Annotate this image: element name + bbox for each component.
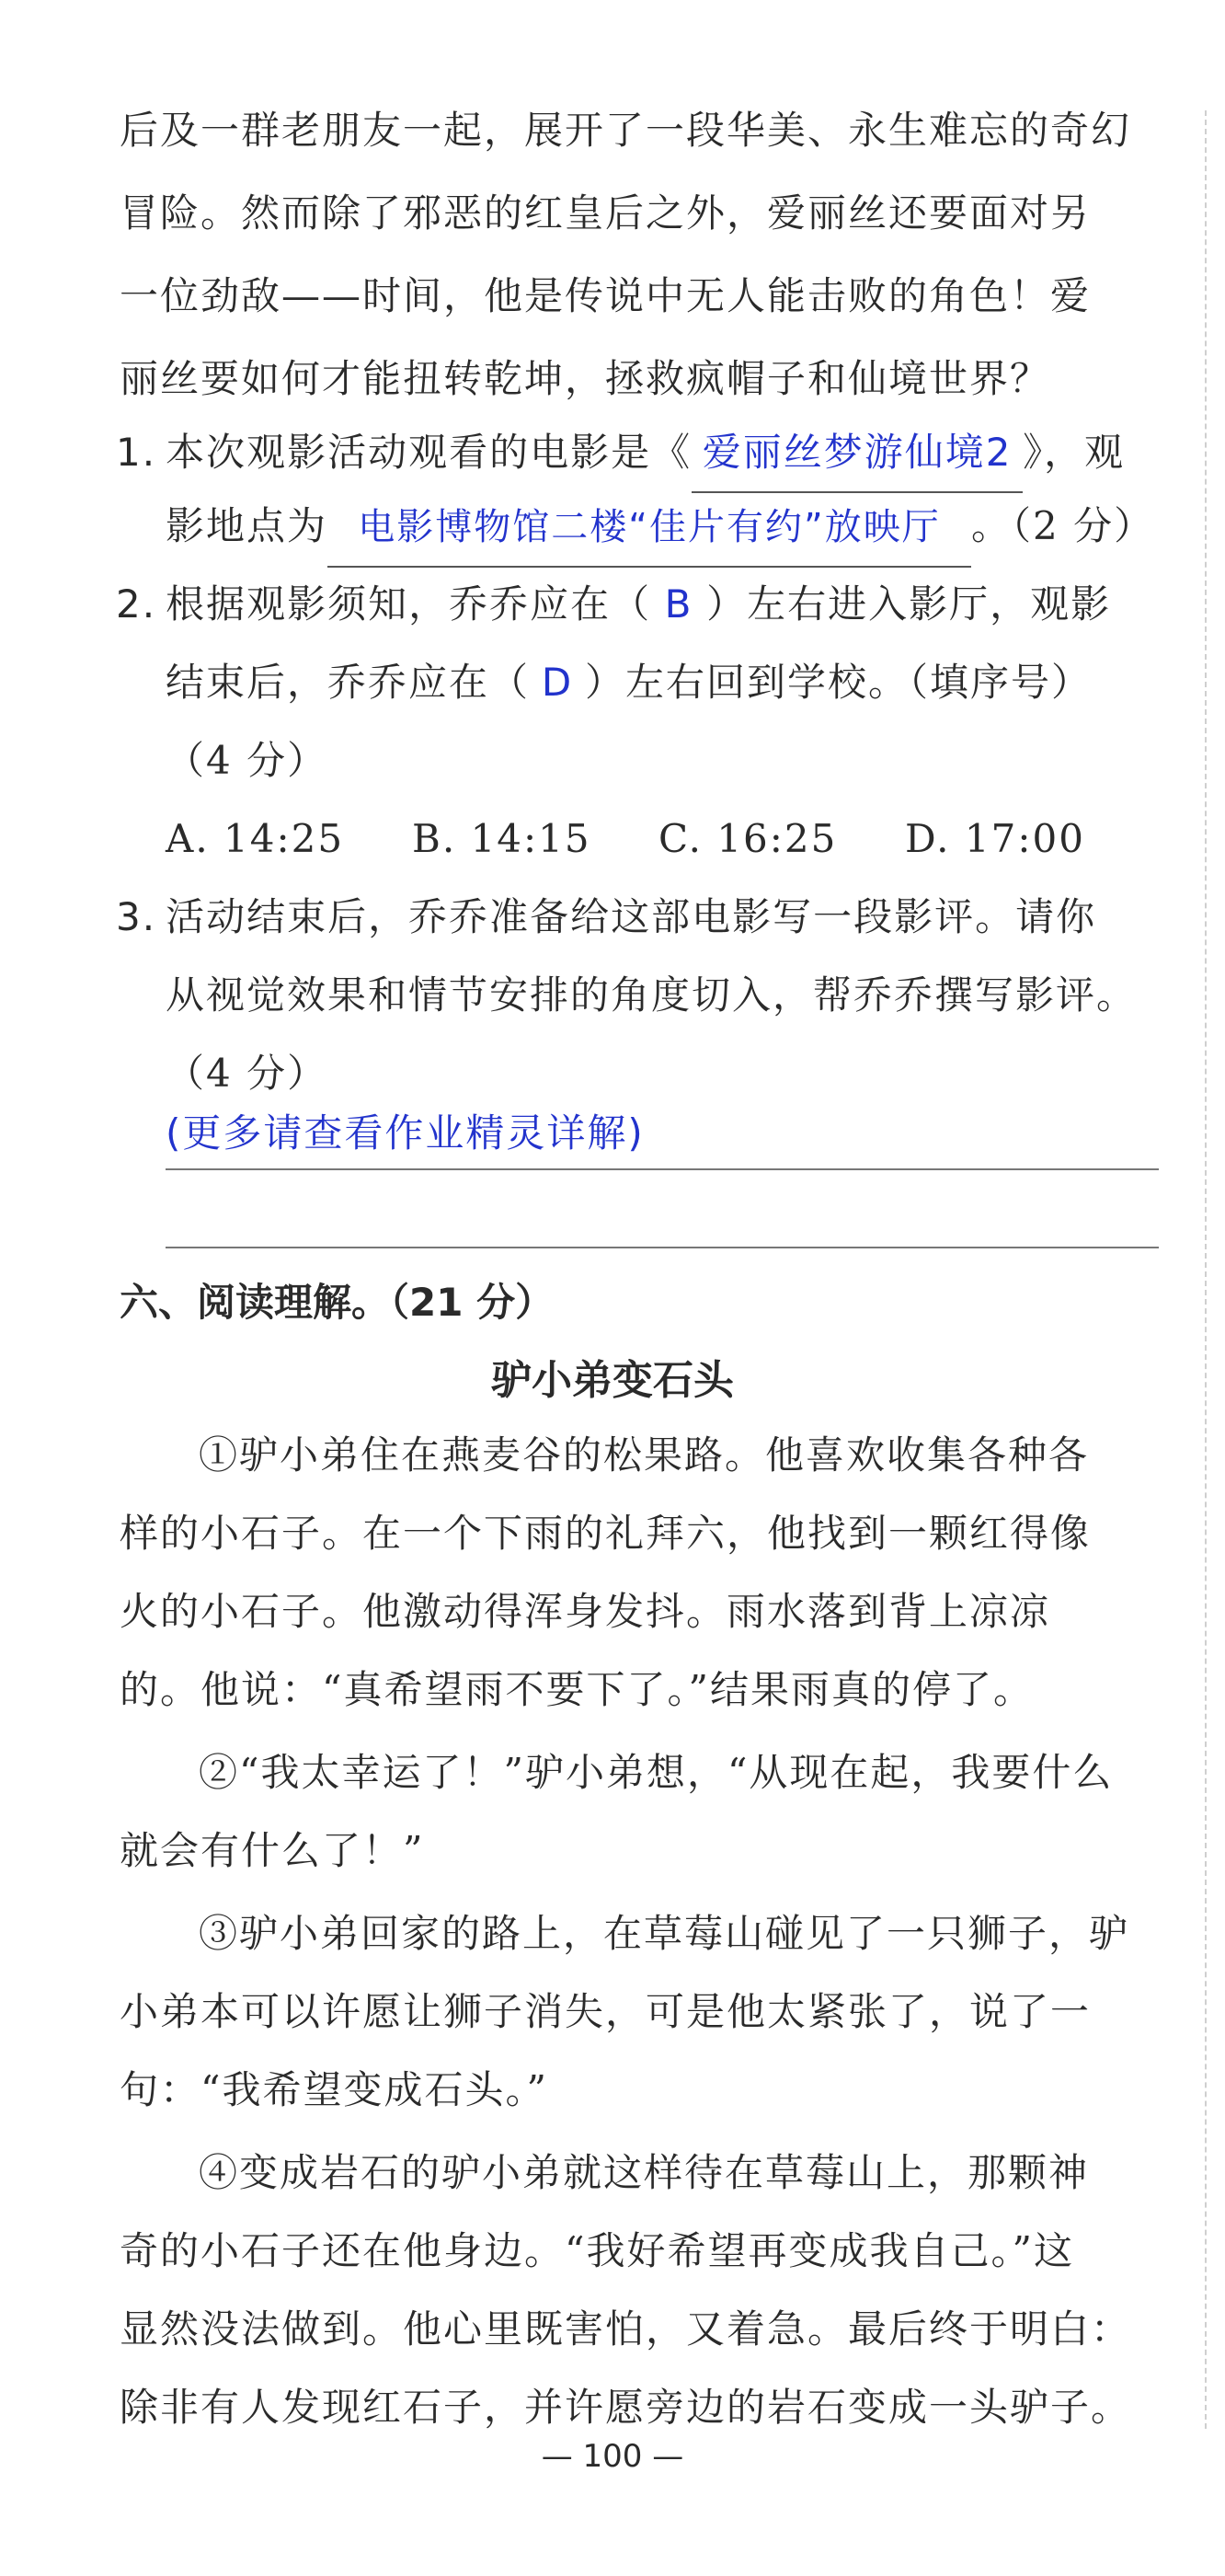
question-3-answer[interactable]: (更多请查看作业精灵详解) [166,1110,645,1156]
question-1-line-1 [116,414,1155,493]
answer-rule-2 [166,1247,1159,1248]
para-1-line-3: 火的小石子。他激动得浑身发抖。雨水落到背上凉凉 [120,1589,1051,1634]
question-2-text-b: ）左右进入影厅，观影 [706,581,1112,627]
para-4-line-4: 除非有人发现红石子，并许愿旁边的岩石变成一头驴子。 [120,2385,1132,2430]
question-2-text-c: 结束后，乔乔应在（ [166,660,531,705]
para-3-line-3: 句：“我希望变成石头。” [120,2067,548,2112]
intro-line-4: 丽丝要如何才能扭转乾坤，拯救疯帽子和仙境世界？ [120,356,1051,401]
para-2-line-1: ②“我太幸运了！”驴小弟想，“从现在起，我要什么 [199,1750,1114,1795]
question-1-answer-location[interactable]: 电影博物馆二楼“佳片有约”放映厅 [327,489,971,568]
question-3-number: 3. [116,894,157,939]
answer-rule-1 [166,1168,1159,1170]
question-2-line-1 [116,566,1155,643]
section-heading: 六、阅读理解。（21 分） [120,1280,555,1325]
para-3-line-1: ③驴小弟回家的路上，在草莓山碰见了一只狮子，驴 [199,1911,1130,1956]
question-1-text-b: 》，观 [1023,430,1126,475]
question-2-answer-return[interactable]: D [541,660,574,705]
intro-line-3: 一位劲敌——时间，他是传说中无人能击败的角色！爱 [120,273,1092,318]
question-2-text-d: ）左右回到学校。（填序号） [585,660,1093,705]
question-2-answer-entry[interactable]: B [664,581,693,627]
para-4-line-1: ④变成岩石的驴小弟就这样待在草莓山上，那颗神 [199,2150,1090,2195]
intro-line-1: 后及一群老朋友一起，展开了一段华美、永生难忘的奇幻 [120,108,1132,153]
para-3-line-2: 小弟本可以许愿让狮子消失，可是他太紧张了，说了一 [120,1989,1092,2034]
para-1-line-2: 样的小石子。在一个下雨的礼拜六，他找到一颗红得像 [120,1511,1092,1556]
question-2-options [166,800,1159,878]
para-1-line-1: ①驴小弟住在燕麦谷的松果路。他喜欢收集各种各 [199,1432,1090,1478]
question-2-score: （4 分） [166,738,328,783]
para-4-line-3: 显然没法做到。他心里既害怕，又着急。最后终于明白： [120,2306,1132,2352]
question-1-text-a: 本次观影活动观看的电影是《 [166,430,693,475]
intro-line-2: 冒险。然而除了邪恶的红皇后之外，爱丽丝还要面对另 [120,190,1092,236]
passage-title: 驴小弟变石头 [491,1357,734,1404]
option-d: D. 17:00 [905,816,1085,861]
question-1-answer-movie[interactable]: 爱丽丝梦游仙境2 [692,414,1023,493]
question-2-text-a: 根据观影须知，乔乔应在（ [166,581,652,627]
page-number: — 100 — [541,2438,684,2475]
question-3-line-1 [116,879,1155,956]
para-2-line-2: 就会有什么了！” [120,1828,425,1873]
question-3-score: （4 分） [166,1051,328,1096]
question-2-line-2 [166,644,1159,721]
question-3-text-1: 活动结束后，乔乔准备给这部电影写一段影评。请你 [166,894,1097,939]
question-1-score: 。（2 分） [971,503,1155,548]
para-1-line-4: 的。他说：“真希望雨不要下了。”结果雨真的停了。 [120,1667,1034,1712]
para-4-line-2: 奇的小石子还在他身边。“我好希望再变成我自己。”这 [120,2228,1074,2273]
option-a: A. 14:25 [166,816,345,861]
question-2-number: 2. [116,581,157,627]
question-1-number: 1. [116,430,157,475]
question-3-line-2: 从视觉效果和情节安排的角度切入，帮乔乔撰写影评。 [166,972,1138,1018]
margin-divider [1205,110,1207,2429]
question-1-text-c: 影地点为 [166,503,328,548]
option-c: C. 16:25 [658,816,838,861]
question-1-line-2 [166,488,1159,568]
option-b: B. 14:15 [412,816,591,861]
